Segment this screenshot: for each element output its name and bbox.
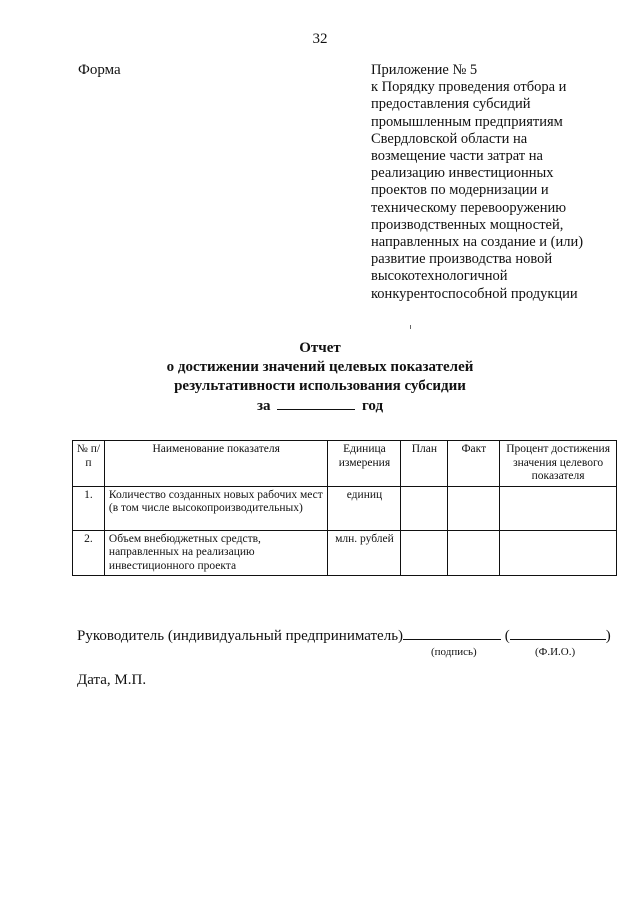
date-stamp-label: Дата, М.П. <box>77 672 147 688</box>
header-num: № п/п <box>73 441 105 487</box>
row-name: Объем внебюджетных средств, направленных на реализацию инвестиционного проекта <box>104 530 328 576</box>
paren-open: ( <box>504 628 510 644</box>
appendix-line: техническому перевооружению <box>371 199 567 216</box>
appendix-line: направленных на создание и (или) <box>371 234 584 251</box>
row-plan-cell[interactable] <box>401 486 448 530</box>
page-number: 32 <box>312 31 328 47</box>
year-suffix: год <box>361 398 384 414</box>
signature-label: Руководитель (индивидуальный предприниматель) <box>77 628 404 644</box>
scan-artifact-mark <box>410 325 411 329</box>
row-name: Количество созданных новых рабочих мест (в том числе высокопроизводительных) <box>104 486 328 530</box>
row-percent-cell[interactable] <box>500 530 617 576</box>
report-title-block <box>0 339 640 416</box>
row-num: 2. <box>73 530 105 576</box>
table-row <box>73 486 617 530</box>
appendix-line: промышленным предприятиям <box>371 113 563 130</box>
appendix-line: Приложение № 5 <box>371 62 478 78</box>
appendix-line: конкурентоспособной продукции <box>371 285 578 302</box>
full-name-blank-field[interactable] <box>510 625 606 640</box>
report-subtitle-line-1: о достижении значений целевых показателей <box>166 359 474 375</box>
appendix-line: предоставления субсидий <box>371 96 531 113</box>
appendix-line: проектов по модернизации и <box>371 182 549 199</box>
row-percent-cell[interactable] <box>500 486 617 530</box>
year-prefix: за <box>256 398 271 414</box>
row-plan-cell[interactable] <box>401 530 448 576</box>
appendix-line: высокотехнологичной <box>371 268 508 285</box>
appendix-line: развитие производства новой <box>371 251 553 268</box>
appendix-line: возмещение части затрат на <box>371 148 543 165</box>
header-fact: Факт <box>448 441 500 487</box>
paren-close: ) <box>605 628 611 644</box>
report-year-line <box>0 396 640 416</box>
signature-blank-field[interactable] <box>403 625 501 640</box>
signature-line <box>77 625 611 645</box>
appendix-line: реализацию инвестиционных <box>371 165 554 182</box>
header-percent: Процент достижения значения целевого показателя <box>500 441 617 487</box>
year-blank-field[interactable] <box>277 396 355 410</box>
header-unit: Единица измерения <box>328 441 401 487</box>
signature-hint: (подпись) <box>431 646 477 658</box>
header-name: Наименование показателя <box>104 441 328 487</box>
appendix-line: к Порядку проведения отбора и <box>371 79 567 96</box>
appendix-line: Свердловской области на <box>371 130 528 147</box>
report-title: Отчет <box>299 340 341 356</box>
indicators-table <box>72 440 617 576</box>
form-label: Форма <box>78 62 121 78</box>
full-name-hint: (Ф.И.О.) <box>535 646 576 658</box>
report-subtitle-line-2: результативности использования субсидии <box>174 378 466 394</box>
appendix-block <box>371 62 621 303</box>
row-fact-cell[interactable] <box>448 486 500 530</box>
row-num: 1. <box>73 486 105 530</box>
table-header-row <box>73 441 617 487</box>
row-unit: единиц <box>328 486 401 530</box>
row-unit: млн. рублей <box>328 530 401 576</box>
table-row <box>73 530 617 576</box>
appendix-line: производственных мощностей, <box>371 216 564 233</box>
header-plan: План <box>401 441 448 487</box>
row-fact-cell[interactable] <box>448 530 500 576</box>
